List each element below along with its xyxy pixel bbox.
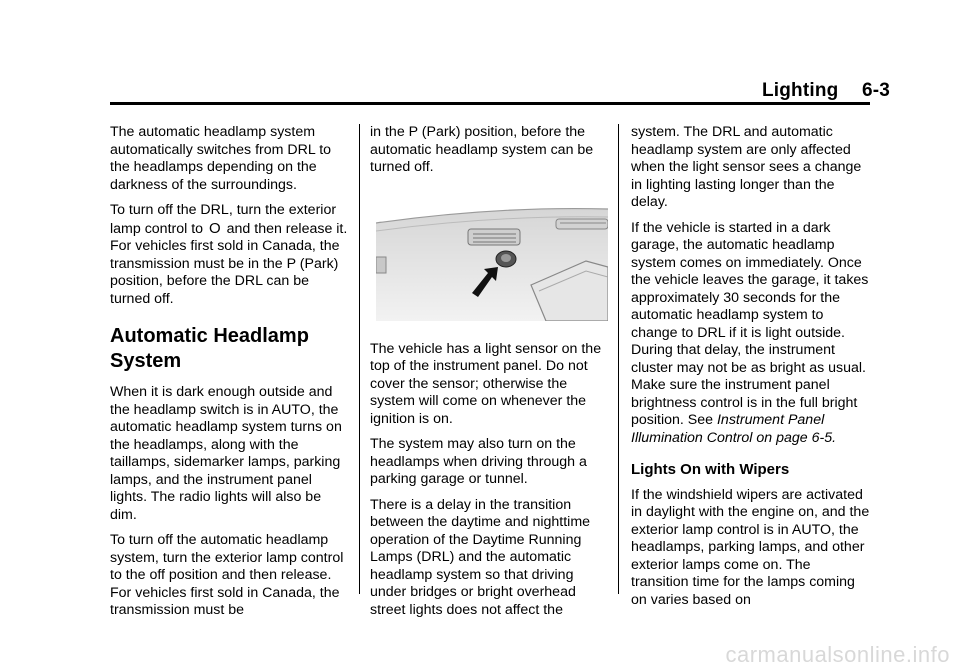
column-2 [370,124,606,627]
paragraph: system. The DRL and automatic headlamp system are only affected when the light sensor sees a change in lighting lasting longer than the delay. [631,124,862,210]
light-sensor [496,251,516,267]
header-rule [110,102,870,105]
paragraph: To turn off the automatic headlamp system, turn the exterior lamp control to the off position and then release. For vehicles first sold in Canada, the transmission must be [110,532,344,618]
text-span: and then release it. For vehicles first sold in Canada, the transmission must be in the P (Park) position, before the DRL can be turned off. [110,220,348,307]
cross-reference-link[interactable]: Instrument Panel Illumination Control on page 6-5. [631,412,837,446]
paragraph: There is a delay in the transition between the daytime and nighttime operation of the Daytime Running Lamps (DRL) and the automatic headlamp system so that driving under bridges or bright overhead street lights does not affect the [370,496,591,618]
defroster-vent [468,229,520,245]
paragraph: When it is dark enough outside and the headlamp switch is in AUTO, the automatic headlamp system turns on the headlamps, along with the taillamps, sidemarker lamps, parking lamps, and the instrument panel lights. The radio lights will also be dim. [110,384,342,523]
paragraph: The automatic headlamp system automatically switches from DRL to the headlamps depending on the darkness of the surroundings. [110,124,332,193]
paragraph: in the P (Park) position, before the automatic headlamp system can be turned off. [370,124,594,175]
paragraph: If the windshield wipers are activated in daylight with the engine on, and the exterior lamp control is in AUTO, the headlamps, parking lamps, and other exterior lamps come on. The transition time for the lamps coming on varies based on [631,486,870,608]
column-divider-2 [618,124,619,594]
dashboard-drawing [376,201,608,321]
paragraph: The system may also turn on the headlamps when driving through a parking garage or tunnel. [370,436,587,487]
column-1 [110,124,350,628]
defroster-vent-right [556,219,608,229]
light-sensor-illustration [376,201,608,321]
column-divider-1 [359,124,360,594]
watermark: carmanualsonline.info [725,642,950,667]
text-span: If the vehicle is started in a dark garage, the automatic headlamp system comes on immediately. Once the vehicle leaves the garage, it takes approximately 30 seconds for the automatic headlamp system to change to DRL if it is light outside. During that delay, the instrument cluster may not be as bright as usual. Make sure the instrument panel brightness control is in the full bright position. See [631,219,869,428]
paragraph: The vehicle has a light sensor on the top of the instrument panel. Do not cover the sensor; otherwise the system will come on whenever the ignition is on. [370,340,602,427]
text-span: To turn off the DRL, turn the exterior lamp control to [110,202,337,237]
column-3 [631,124,871,617]
paragraph [631,220,871,448]
section-heading: Automatic Headlamp System [110,325,309,372]
page-header [762,80,890,102]
page-number: 6-3 [861,80,890,101]
subsection-heading: Lights On with Wipers [631,461,790,478]
paragraph [110,202,350,308]
section-title: Lighting [761,80,839,101]
lamp-off-icon: O [209,219,221,237]
